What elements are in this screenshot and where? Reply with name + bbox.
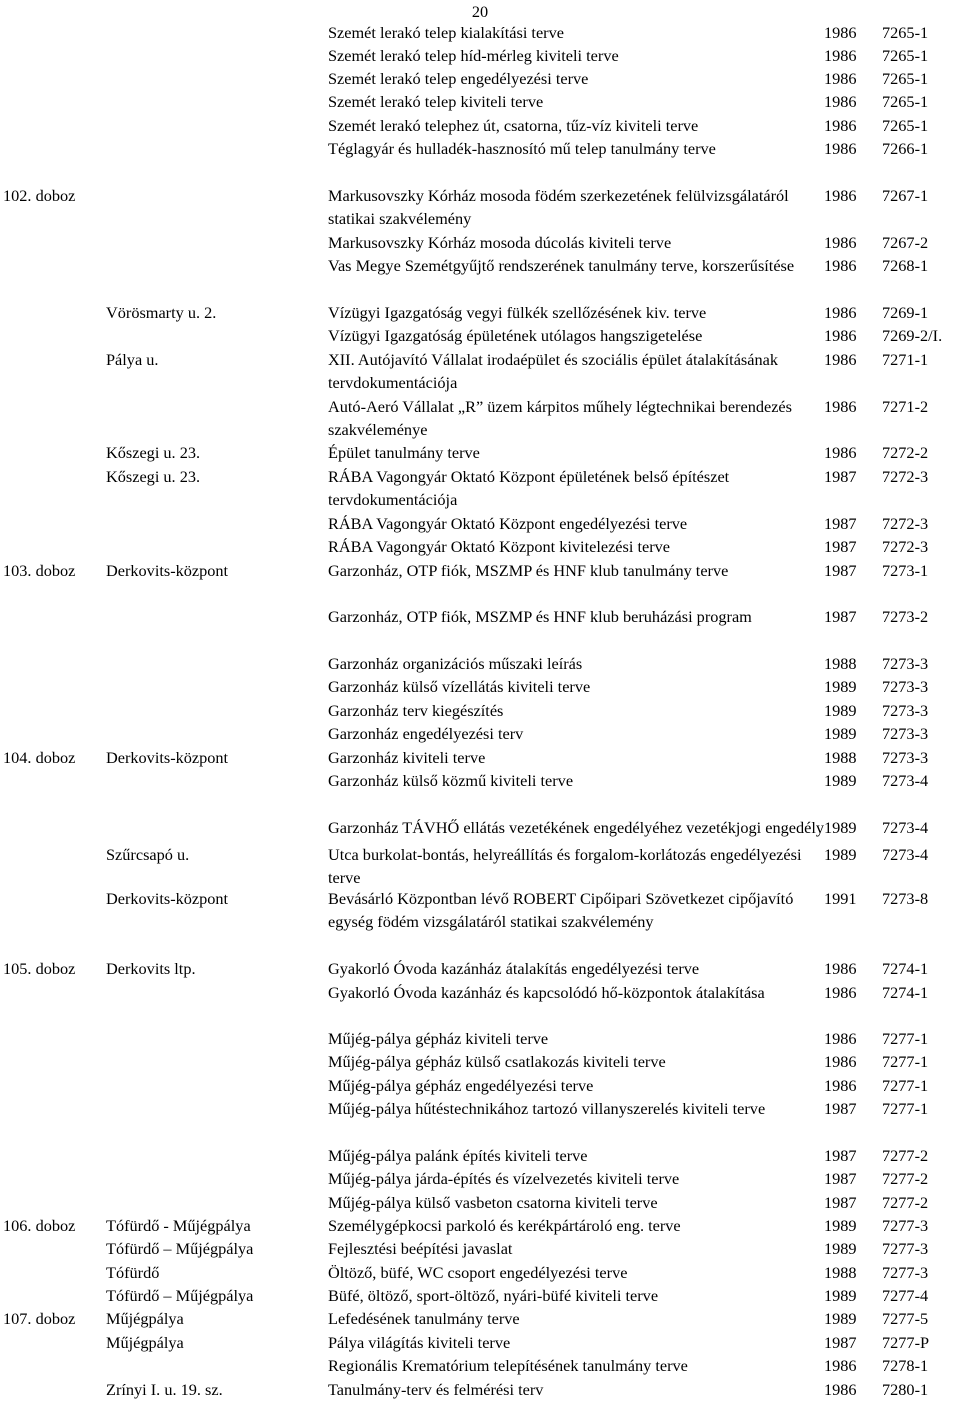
page-number: 20 bbox=[471, 2, 489, 21]
record-year: 1986 bbox=[824, 116, 857, 135]
record-description: Vízügyi Igazgatóság vegyi fülkék szellőzésének kiv. terve bbox=[328, 303, 707, 322]
record-description: Garzonház, OTP fiók, MSZMP és HNF klub tanulmány terve bbox=[328, 561, 729, 580]
record-description: Utca burkolat-bontás, helyreállítás és forgalom-korlátozás engedélyezési terve bbox=[328, 845, 802, 888]
record-description: XII. Autójavító Vállalat irodaépület és szociális épület átalakításának tervdokumentációja bbox=[328, 350, 778, 393]
record-code: 7273-4 bbox=[882, 818, 929, 837]
record-location: Tófürdő - Műjégpálya bbox=[106, 1216, 251, 1235]
record-year: 1989 bbox=[824, 724, 857, 743]
record-description: Szemét lerakó telep kialakítási terve bbox=[328, 23, 564, 42]
record-year: 1991 bbox=[824, 889, 857, 908]
record-year: 1987 bbox=[824, 607, 857, 626]
record-code: 7271-1 bbox=[882, 350, 929, 369]
record-year: 1987 bbox=[824, 1193, 857, 1212]
record-code: 7277-1 bbox=[882, 1099, 929, 1118]
record-code: 7273-2 bbox=[882, 607, 929, 626]
record-description: Garzonház organizációs műszaki leírás bbox=[328, 654, 583, 673]
record-description: Bevásárló Központban lévő ROBERT Cipőipari Szövetkezet cipőjavító egység födém vizsgálatáról statikai szakvélemény bbox=[328, 889, 794, 932]
record-code: 7277-3 bbox=[882, 1263, 929, 1282]
record-description: Lefedésének tanulmány terve bbox=[328, 1309, 520, 1328]
record-code: 7277-3 bbox=[882, 1239, 929, 1258]
record-description: Műjég-pálya külső vasbeton csatorna kiviteli terve bbox=[328, 1193, 658, 1212]
record-year: 1986 bbox=[824, 1029, 857, 1048]
record-code: 7278-1 bbox=[882, 1356, 929, 1375]
record-code: 7265-1 bbox=[882, 46, 929, 65]
record-code: 7273-3 bbox=[882, 724, 929, 743]
record-code: 7265-1 bbox=[882, 69, 929, 88]
record-year: 1989 bbox=[824, 1239, 857, 1258]
record-description: Épület tanulmány terve bbox=[328, 443, 480, 462]
record-year: 1989 bbox=[824, 701, 857, 720]
record-code: 7273-3 bbox=[882, 748, 929, 767]
record-code: 7271-2 bbox=[882, 397, 929, 416]
record-description: Műjég-pálya palánk építés kiviteli terve bbox=[328, 1146, 588, 1165]
record-box-label: 105. doboz bbox=[3, 959, 76, 978]
record-code: 7265-1 bbox=[882, 116, 929, 135]
record-location: Műjégpálya bbox=[106, 1333, 184, 1352]
record-code: 7277-2 bbox=[882, 1146, 929, 1165]
record-code: 7265-1 bbox=[882, 92, 929, 111]
record-description: Műjég-pálya gépház külső csatlakozás kiviteli terve bbox=[328, 1052, 666, 1071]
record-description: Autó-Aeró Vállalat „R” üzem kárpitos műhely légtechnikai berendezés szakvéleménye bbox=[328, 397, 792, 440]
record-description: Vízügyi Igazgatóság épületének utólagos hangszigetelése bbox=[328, 326, 703, 345]
record-year: 1988 bbox=[824, 748, 857, 767]
record-code: 7277-5 bbox=[882, 1309, 929, 1328]
record-year: 1986 bbox=[824, 69, 857, 88]
record-year: 1986 bbox=[824, 443, 857, 462]
record-box-label: 102. doboz bbox=[3, 186, 76, 205]
record-year: 1986 bbox=[824, 92, 857, 111]
record-description: Műjég-pálya gépház kiviteli terve bbox=[328, 1029, 549, 1048]
record-code: 7277-1 bbox=[882, 1029, 929, 1048]
record-code: 7277-P bbox=[882, 1333, 930, 1352]
record-code: 7274-1 bbox=[882, 959, 929, 978]
record-code: 7277-1 bbox=[882, 1076, 929, 1095]
record-year: 1987 bbox=[824, 561, 857, 580]
record-description: Garzonház terv kiegészítés bbox=[328, 701, 504, 720]
record-year: 1989 bbox=[824, 771, 857, 790]
record-year: 1989 bbox=[824, 1309, 857, 1328]
record-location: Derkovits-központ bbox=[106, 561, 229, 580]
record-code: 7267-2 bbox=[882, 233, 929, 252]
record-description: Markusovszky Kórház mosoda födém szerkezetének felülvizsgálatáról statikai szakvélemény bbox=[328, 186, 789, 229]
record-location: Vörösmarty u. 2. bbox=[106, 303, 217, 322]
record-code: 7277-1 bbox=[882, 1052, 929, 1071]
record-description: Téglagyár és hulladék-hasznosító mű telep tanulmány terve bbox=[328, 139, 716, 158]
record-code: 7273-1 bbox=[882, 561, 929, 580]
record-code: 7273-3 bbox=[882, 677, 929, 696]
record-year: 1986 bbox=[824, 983, 857, 1002]
record-code: 7272-2 bbox=[882, 443, 929, 462]
record-year: 1987 bbox=[824, 514, 857, 533]
record-code: 7272-3 bbox=[882, 537, 929, 556]
record-code: 7273-4 bbox=[882, 771, 929, 790]
record-description: Garzonház, OTP fiók, MSZMP és HNF klub beruházási program bbox=[328, 607, 752, 626]
record-location: Tófürdő – Műjégpálya bbox=[106, 1239, 254, 1258]
record-year: 1986 bbox=[824, 1380, 857, 1399]
record-description: Garzonház külső közmű kiviteli terve bbox=[328, 771, 574, 790]
record-description: Szemét lerakó telephez út, csatorna, tűz-víz kiviteli terve bbox=[328, 116, 699, 135]
record-year: 1987 bbox=[824, 537, 857, 556]
record-year: 1989 bbox=[824, 1216, 857, 1235]
record-description: Garzonház TÁVHŐ ellátás vezetékének engedélyéhez vezetékjogi engedély bbox=[328, 818, 825, 837]
record-year: 1986 bbox=[824, 397, 857, 416]
record-code: 7277-2 bbox=[882, 1193, 929, 1212]
record-code: 7272-3 bbox=[882, 514, 929, 533]
record-description: Regionális Krematórium telepítésének tanulmány terve bbox=[328, 1356, 688, 1375]
record-location: Zrínyi I. u. 19. sz. bbox=[106, 1380, 223, 1399]
record-description: Szemét lerakó telep engedélyezési terve bbox=[328, 69, 589, 88]
record-box-label: 107. doboz bbox=[3, 1309, 76, 1328]
record-year: 1989 bbox=[824, 677, 857, 696]
record-description: Tanulmány-terv és felmérési terv bbox=[328, 1380, 544, 1399]
record-description: Fejlesztési beépítési javaslat bbox=[328, 1239, 513, 1258]
record-year: 1986 bbox=[824, 959, 857, 978]
record-code: 7277-2 bbox=[882, 1169, 929, 1188]
record-description: Műjég-pálya járda-építés és vízelvezetés kiviteli terve bbox=[328, 1169, 680, 1188]
record-year: 1989 bbox=[824, 818, 857, 837]
record-year: 1988 bbox=[824, 1263, 857, 1282]
record-description: RÁBA Vagongyár Oktató Központ kivitelezési terve bbox=[328, 537, 670, 556]
record-code: 7265-1 bbox=[882, 23, 929, 42]
record-description: Gyakorló Óvoda kazánház és kapcsolódó hő-központok átalakítása bbox=[328, 983, 765, 1002]
record-description: Személygépkocsi parkoló és kerékpártároló eng. terve bbox=[328, 1216, 681, 1235]
record-description: Szemét lerakó telep híd-mérleg kiviteli terve bbox=[328, 46, 619, 65]
record-year: 1987 bbox=[824, 1099, 857, 1118]
record-year: 1986 bbox=[824, 46, 857, 65]
record-description: Garzonház külső vízellátás kiviteli terve bbox=[328, 677, 591, 696]
record-location: Kőszegi u. 23. bbox=[106, 443, 201, 462]
record-year: 1987 bbox=[824, 1333, 857, 1352]
record-year: 1987 bbox=[824, 1169, 857, 1188]
record-description: Markusovszky Kórház mosoda dúcolás kiviteli terve bbox=[328, 233, 672, 252]
record-location: Derkovits ltp. bbox=[106, 959, 196, 978]
record-code: 7272-3 bbox=[882, 467, 929, 486]
record-code: 7280-1 bbox=[882, 1380, 929, 1399]
record-location: Pálya u. bbox=[106, 350, 159, 369]
record-code: 7268-1 bbox=[882, 256, 929, 275]
record-year: 1986 bbox=[824, 350, 857, 369]
record-year: 1986 bbox=[824, 1052, 857, 1071]
record-location: Tófürdő – Műjégpálya bbox=[106, 1286, 254, 1305]
record-code: 7273-3 bbox=[882, 654, 929, 673]
record-location: Műjégpálya bbox=[106, 1309, 184, 1328]
record-description: Műjég-pálya hűtéstechnikához tartozó villanyszerelés kiviteli terve bbox=[328, 1099, 766, 1118]
record-box-label: 106. doboz bbox=[3, 1216, 76, 1235]
record-code: 7277-3 bbox=[882, 1216, 929, 1235]
record-year: 1986 bbox=[824, 233, 857, 252]
record-location: Szűrcsapó u. bbox=[106, 845, 190, 864]
record-code: 7269-1 bbox=[882, 303, 929, 322]
record-year: 1987 bbox=[824, 1146, 857, 1165]
record-year: 1988 bbox=[824, 654, 857, 673]
record-code: 7269-2/I. bbox=[882, 326, 943, 345]
record-year: 1986 bbox=[824, 303, 857, 322]
record-code: 7274-1 bbox=[882, 983, 929, 1002]
record-description: Öltöző, büfé, WC csoport engedélyezési terve bbox=[328, 1263, 628, 1282]
record-code: 7273-8 bbox=[882, 889, 929, 908]
record-code: 7266-1 bbox=[882, 139, 929, 158]
record-description: Büfé, öltöző, sport-öltöző, nyári-büfé kiviteli terve bbox=[328, 1286, 659, 1305]
record-description: Pálya világítás kiviteli terve bbox=[328, 1333, 511, 1352]
record-location: Kőszegi u. 23. bbox=[106, 467, 201, 486]
record-location: Tófürdő bbox=[106, 1263, 160, 1282]
record-year: 1986 bbox=[824, 139, 857, 158]
record-description: Garzonház kiviteli terve bbox=[328, 748, 486, 767]
record-year: 1986 bbox=[824, 186, 857, 205]
record-code: 7277-4 bbox=[882, 1286, 929, 1305]
record-code: 7273-4 bbox=[882, 845, 929, 864]
record-box-label: 103. doboz bbox=[3, 561, 76, 580]
record-year: 1989 bbox=[824, 845, 857, 864]
record-box-label: 104. doboz bbox=[3, 748, 76, 767]
record-year: 1986 bbox=[824, 1356, 857, 1375]
record-year: 1986 bbox=[824, 23, 857, 42]
record-description: Garzonház engedélyezési terv bbox=[328, 724, 524, 743]
record-description: RÁBA Vagongyár Oktató Központ engedélyezési terve bbox=[328, 514, 688, 533]
record-year: 1986 bbox=[824, 326, 857, 345]
record-code: 7267-1 bbox=[882, 186, 929, 205]
record-year: 1986 bbox=[824, 256, 857, 275]
record-year: 1989 bbox=[824, 1286, 857, 1305]
record-year: 1986 bbox=[824, 1076, 857, 1095]
record-description: Vas Megye Szemétgyűjtő rendszerének tanulmány terve, korszerűsítése bbox=[328, 256, 795, 275]
record-description: Műjég-pálya gépház engedélyezési terve bbox=[328, 1076, 594, 1095]
record-description: Szemét lerakó telep kiviteli terve bbox=[328, 92, 544, 111]
record-location: Derkovits-központ bbox=[106, 889, 229, 908]
record-location: Derkovits-központ bbox=[106, 748, 229, 767]
record-description: Gyakorló Óvoda kazánház átalakítás engedélyezési terve bbox=[328, 959, 700, 978]
record-year: 1987 bbox=[824, 467, 857, 486]
record-code: 7273-3 bbox=[882, 701, 929, 720]
record-description: RÁBA Vagongyár Oktató Központ épületének belső építészet tervdokumentációja bbox=[328, 467, 730, 510]
